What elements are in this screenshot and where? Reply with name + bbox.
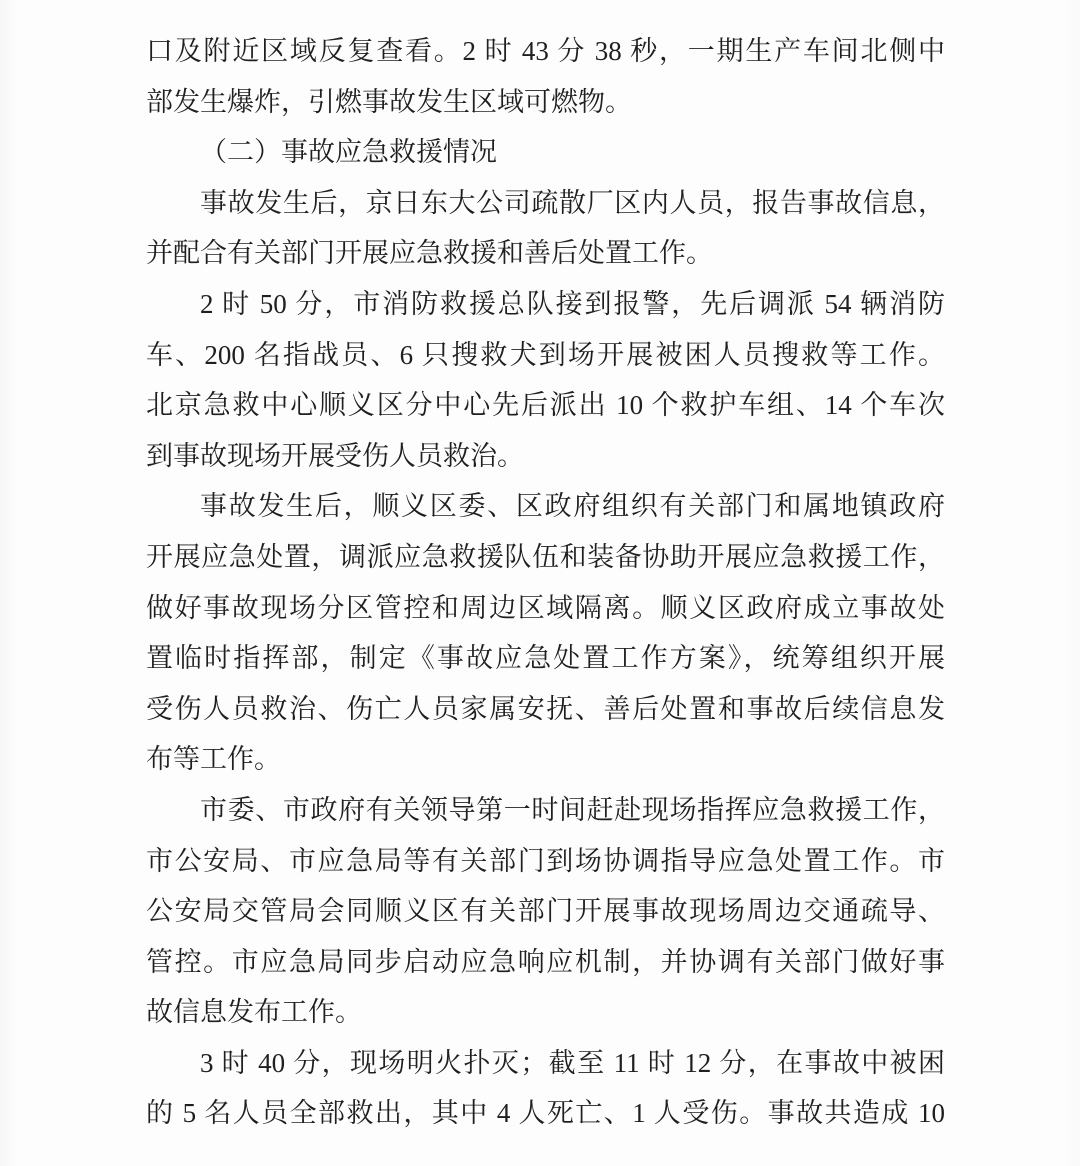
- text-line: 公安局交管局会同顺义区有关部门开展事故现场周边交通疏导、: [146, 896, 945, 927]
- text-line: 事故发生后，顺义区委、区政府组织有关部门和属地镇政府: [200, 491, 945, 522]
- text-line: 到事故现场开展受伤人员救治。: [146, 440, 524, 471]
- text-line: 3 时 40 分，现场明火扑灭；截至 11 时 12 分，在事故中被困: [200, 1047, 945, 1078]
- text-line: 做好事故现场分区管控和周边区域隔离。顺义区政府成立事故处: [146, 592, 945, 623]
- text-line: 车、200 名指战员、6 只搜救犬到场开展被困人员搜救等工作。: [146, 339, 945, 370]
- text-line: 布等工作。: [146, 744, 281, 775]
- text-line: 受伤人员救治、伤亡人员家属安抚、善后处置和事故后续信息发: [146, 693, 945, 724]
- text-line: 故信息发布工作。: [146, 997, 362, 1028]
- text-line: 2 时 50 分，市消防救援总队接到报警，先后调派 54 辆消防: [200, 288, 945, 319]
- text-line: 置临时指挥部，制定《事故应急处置工作方案》，统筹组织开展: [146, 643, 945, 674]
- text-line: 口及附近区域反复查看。2 时 43 分 38 秒，一期生产车间北侧中: [146, 36, 945, 66]
- text-line: 开展应急处置，调派应急救援队伍和装备协助开展应急救援工作，: [146, 541, 945, 572]
- text-line: （二）事故应急救援情况: [200, 137, 497, 168]
- text-line: 北京急救中心顺义区分中心先后派出 10 个救护车组、14 个车次: [146, 390, 945, 421]
- text-line: 部发生爆炸，引燃事故发生区域可燃物。: [146, 86, 632, 117]
- text-line: 的 5 名人员全部救出，其中 4 人死亡、1 人受伤。事故共造成 10: [146, 1098, 945, 1129]
- text-line: 市委、市政府有关领导第一时间赶赴现场指挥应急救援工作，: [200, 794, 945, 825]
- text-line: 市公安局、市应急局等有关部门到场协调指导应急处置工作。市: [146, 845, 945, 876]
- text-line: 管控。市应急局同步启动应急响应机制，并协调有关部门做好事: [146, 946, 945, 977]
- text-line: 并配合有关部门开展应急救援和善后处置工作。: [146, 238, 713, 269]
- document-text-block: [146, 26, 945, 1139]
- text-line: 事故发生后，京日东大公司疏散厂区内人员，报告事故信息，: [200, 187, 945, 218]
